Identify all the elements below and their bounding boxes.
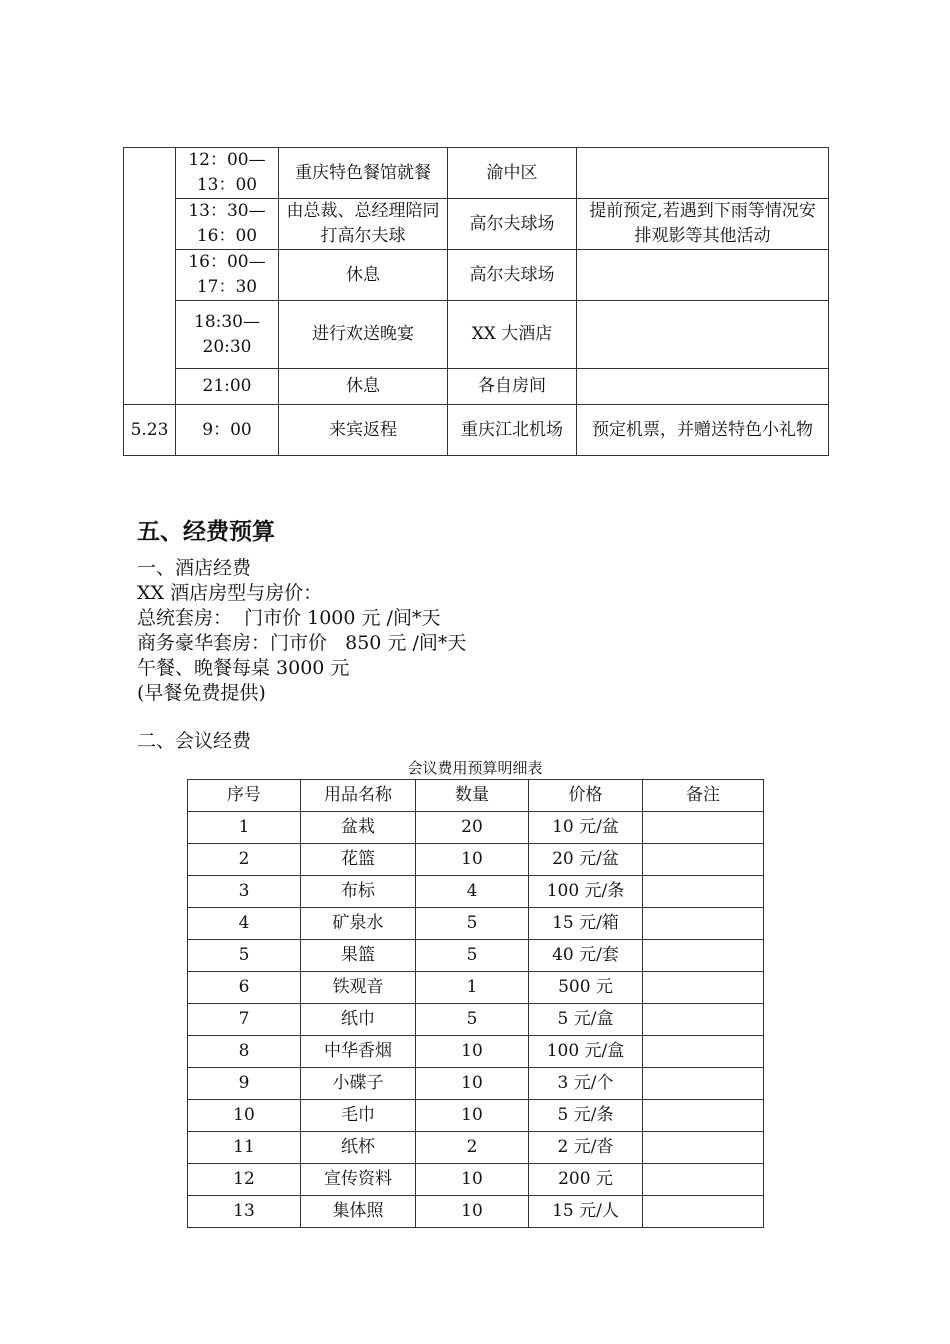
- budget-caption: 会议费用预算明细表: [407, 759, 543, 777]
- place-cell: 高尔夫球场: [448, 250, 577, 301]
- budget-row: [188, 1068, 764, 1100]
- time-cell: 16：00—17：30: [176, 250, 279, 301]
- budget-row: [188, 1132, 764, 1164]
- budget-row: [188, 1100, 764, 1132]
- header-cell: 价格: [529, 780, 643, 812]
- index-cell: 6: [188, 972, 301, 1004]
- remark-cell: [643, 1004, 764, 1036]
- remark-cell: [643, 972, 764, 1004]
- place-cell: 各自房间: [448, 369, 577, 405]
- note-cell: 预定机票，并赠送特色小礼物: [577, 405, 829, 456]
- quantity-cell: 10: [416, 844, 529, 876]
- activity-cell: 来宾返程: [279, 405, 448, 456]
- remark-cell: [643, 1132, 764, 1164]
- meeting-heading: 二、会议经费: [137, 730, 252, 752]
- remark-cell: [643, 876, 764, 908]
- index-cell: 8: [188, 1036, 301, 1068]
- hotel-heading: 一、酒店经费: [137, 557, 252, 579]
- budget-row: [188, 876, 764, 908]
- item-name-cell: 宣传资料: [301, 1164, 416, 1196]
- item-name-cell: 花篮: [301, 844, 416, 876]
- price-cell: 200 元: [529, 1164, 643, 1196]
- place-cell: XX 大酒店: [448, 301, 577, 369]
- price-cell: 15 元/箱: [529, 908, 643, 940]
- price-cell: 15 元/人: [529, 1196, 643, 1228]
- header-cell: 序号: [188, 780, 301, 812]
- budget-row: [188, 940, 764, 972]
- index-cell: 3: [188, 876, 301, 908]
- schedule-table: [123, 147, 829, 456]
- hotel-line: (早餐免费提供): [137, 682, 266, 704]
- index-cell: 1: [188, 812, 301, 844]
- quantity-cell: 5: [416, 940, 529, 972]
- price-cell: 3 元/个: [529, 1068, 643, 1100]
- price-cell: 100 元/盒: [529, 1036, 643, 1068]
- hotel-line: 午餐、晚餐每桌 3000 元: [137, 657, 350, 679]
- price-cell: 40 元/套: [529, 940, 643, 972]
- index-cell: 5: [188, 940, 301, 972]
- header-cell: 用品名称: [301, 780, 416, 812]
- schedule-row: [124, 405, 829, 456]
- quantity-cell: 10: [416, 1036, 529, 1068]
- quantity-cell: 5: [416, 908, 529, 940]
- activity-cell: 由总裁、总经理陪同打高尔夫球: [279, 199, 448, 250]
- note-cell: [577, 301, 829, 369]
- place-cell: 渝中区: [448, 148, 577, 199]
- activity-cell: 休息: [279, 369, 448, 405]
- quantity-cell: 10: [416, 1068, 529, 1100]
- index-cell: 12: [188, 1164, 301, 1196]
- budget-row: [188, 908, 764, 940]
- quantity-cell: 2: [416, 1132, 529, 1164]
- budget-header-row: [188, 780, 764, 812]
- item-name-cell: 布标: [301, 876, 416, 908]
- remark-cell: [643, 940, 764, 972]
- item-name-cell: 中华香烟: [301, 1036, 416, 1068]
- date-cell: [124, 148, 176, 405]
- budget-row: [188, 1164, 764, 1196]
- budget-row: [188, 1036, 764, 1068]
- time-cell: 12：00—13：00: [176, 148, 279, 199]
- schedule-row: [124, 369, 829, 405]
- item-name-cell: 毛巾: [301, 1100, 416, 1132]
- place-cell: 高尔夫球场: [448, 199, 577, 250]
- hotel-line: XX 酒店房型与房价：: [137, 582, 323, 604]
- hotel-line: 总统套房： 门市价 1000 元 /间*天: [137, 607, 441, 629]
- quantity-cell: 1: [416, 972, 529, 1004]
- remark-cell: [643, 1196, 764, 1228]
- time-cell: 13：30—16：00: [176, 199, 279, 250]
- note-cell: [577, 369, 829, 405]
- header-cell: 数量: [416, 780, 529, 812]
- index-cell: 11: [188, 1132, 301, 1164]
- price-cell: 10 元/盆: [529, 812, 643, 844]
- budget-row: [188, 972, 764, 1004]
- hotel-line: 商务豪华套房：门市价 850 元 /间*天: [137, 632, 467, 654]
- quantity-cell: 10: [416, 1196, 529, 1228]
- remark-cell: [643, 812, 764, 844]
- remark-cell: [643, 1036, 764, 1068]
- section-title: 五、经费预算: [137, 519, 275, 545]
- index-cell: 13: [188, 1196, 301, 1228]
- index-cell: 9: [188, 1068, 301, 1100]
- schedule-row: [124, 148, 829, 199]
- remark-cell: [643, 1164, 764, 1196]
- price-cell: 100 元/条: [529, 876, 643, 908]
- budget-row: [188, 1196, 764, 1228]
- budget-row: [188, 1004, 764, 1036]
- note-cell: 提前预定,若遇到下雨等情况安排观影等其他活动: [577, 199, 829, 250]
- note-cell: [577, 148, 829, 199]
- time-cell: 18:30—20:30: [176, 301, 279, 369]
- quantity-cell: 4: [416, 876, 529, 908]
- remark-cell: [643, 908, 764, 940]
- price-cell: 5 元/盒: [529, 1004, 643, 1036]
- price-cell: 5 元/条: [529, 1100, 643, 1132]
- note-cell: [577, 250, 829, 301]
- index-cell: 4: [188, 908, 301, 940]
- schedule-row: [124, 250, 829, 301]
- quantity-cell: 10: [416, 1100, 529, 1132]
- time-cell: 21:00: [176, 369, 279, 405]
- item-name-cell: 果篮: [301, 940, 416, 972]
- item-name-cell: 矿泉水: [301, 908, 416, 940]
- time-cell: 9：00: [176, 405, 279, 456]
- quantity-cell: 20: [416, 812, 529, 844]
- item-name-cell: 纸巾: [301, 1004, 416, 1036]
- activity-cell: 重庆特色餐馆就餐: [279, 148, 448, 199]
- hotel-budget-block: [137, 556, 466, 706]
- item-name-cell: 盆栽: [301, 812, 416, 844]
- item-name-cell: 集体照: [301, 1196, 416, 1228]
- date-cell: 5.23: [124, 405, 176, 456]
- budget-row: [188, 812, 764, 844]
- index-cell: 2: [188, 844, 301, 876]
- budget-table: [187, 779, 764, 1228]
- remark-cell: [643, 1068, 764, 1100]
- quantity-cell: 5: [416, 1004, 529, 1036]
- item-name-cell: 铁观音: [301, 972, 416, 1004]
- remark-cell: [643, 1100, 764, 1132]
- remark-cell: [643, 844, 764, 876]
- item-name-cell: 小碟子: [301, 1068, 416, 1100]
- header-cell: 备注: [643, 780, 764, 812]
- activity-cell: 进行欢送晚宴: [279, 301, 448, 369]
- price-cell: 20 元/盆: [529, 844, 643, 876]
- index-cell: 10: [188, 1100, 301, 1132]
- item-name-cell: 纸杯: [301, 1132, 416, 1164]
- schedule-row: [124, 301, 829, 369]
- budget-row: [188, 844, 764, 876]
- index-cell: 7: [188, 1004, 301, 1036]
- place-cell: 重庆江北机场: [448, 405, 577, 456]
- price-cell: 2 元/沓: [529, 1132, 643, 1164]
- price-cell: 500 元: [529, 972, 643, 1004]
- schedule-row: [124, 199, 829, 250]
- quantity-cell: 10: [416, 1164, 529, 1196]
- activity-cell: 休息: [279, 250, 448, 301]
